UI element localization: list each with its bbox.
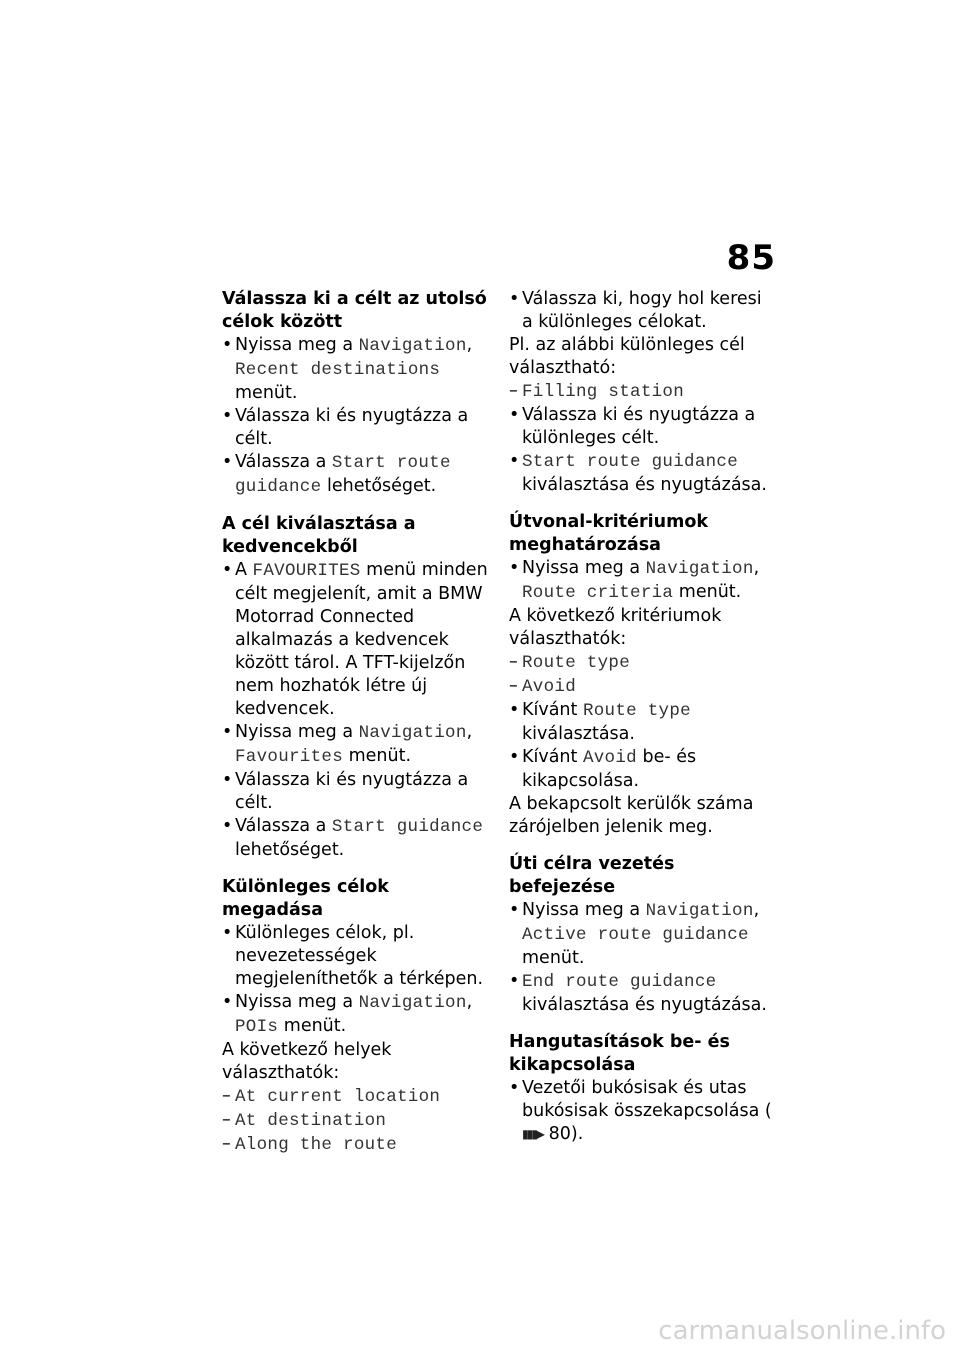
menu-path: FAVOURITES	[252, 561, 361, 581]
list-item: • Kívánt Route type kiválasztása.	[509, 700, 691, 744]
paragraph: Pl. az alábbi különleges cél választható:	[509, 335, 745, 378]
right-column	[509, 288, 777, 1146]
dash-item: – Avoid	[509, 676, 577, 697]
menu-path: Navigation	[645, 559, 754, 579]
paragraph: A bekapcsolt kerülők száma zárójelben jelenik meg.	[509, 794, 754, 837]
list-item: • A FAVOURITES menü minden célt megjelenít, amit a BMW Motorrad Connected alkalmazás a kedvencek között tárol. A TFT-kijelzőn nem hozhatók létre új kedvencek.	[222, 560, 488, 719]
list-item: • Válassza ki és nyugtázza a célt.	[222, 406, 469, 449]
dash-item: – Route type	[509, 652, 631, 673]
list-item: • Kívánt Avoid be- és kikapcsolása.	[509, 747, 697, 791]
list-item: • Nyissa meg a Navigation, Active route guidance menüt.	[509, 900, 760, 968]
list-item: • Válassza ki és nyugtázza a célt.	[222, 770, 469, 813]
dash-item: – At destination	[222, 1110, 387, 1131]
list-item: • Nyissa meg a Navigation, Route criteria menüt.	[509, 558, 760, 603]
menu-path: Route type	[582, 701, 691, 721]
menu-path: Start route guidance	[235, 453, 451, 497]
heading-end-guidance: Úti célra vezetés befejezése	[509, 854, 675, 897]
menu-path: Navigation	[358, 723, 467, 743]
menu-path: POIs	[235, 1017, 279, 1037]
dash-item: – Along the route	[222, 1134, 398, 1155]
menu-path: Active route guidance	[522, 925, 749, 945]
page-reference[interactable]: 80	[548, 1124, 571, 1144]
dash-item: – Filling station	[509, 381, 685, 402]
left-column	[222, 288, 490, 1157]
heading-route-criteria: Útvonal-kritériumok meghatározása	[509, 512, 709, 555]
page-number: 85	[726, 238, 776, 278]
menu-path: Navigation	[358, 336, 467, 356]
list-item: • End route guidance kiválasztása és nyugtázása.	[509, 971, 767, 1015]
menu-path: Favourites	[235, 747, 344, 767]
list-item: • Nyissa meg a Navigation, Favourites menüt.	[222, 722, 473, 767]
arrow-reference-icon: ▮▮▮▶	[522, 1127, 544, 1141]
list-item: • Válassza ki és nyugtázza a különleges célt.	[509, 405, 756, 448]
menu-path: Start route guidance	[522, 452, 739, 472]
paragraph: A következő helyek választhatók:	[222, 1040, 392, 1083]
menu-path: Avoid	[582, 748, 637, 768]
menu-path: Route criteria	[522, 583, 674, 603]
menu-path: End route guidance	[522, 972, 717, 992]
list-item: • Nyissa meg a Navigation, Recent destinations menüt.	[222, 335, 473, 403]
dash-item: – At current location	[222, 1086, 441, 1107]
menu-path: Recent destinations	[235, 360, 441, 380]
heading-voice-guidance: Hangutasítások be- és kikapcsolása	[509, 1032, 730, 1075]
paragraph: A következő kritériumok választhatók:	[509, 606, 722, 649]
list-item: • Vezetői bukósisak és utas bukósisak összekapcsolása (▮▮▮▶ 80).	[509, 1078, 772, 1144]
menu-path: Start guidance	[331, 817, 484, 837]
list-item: • Válassza a Start route guidance lehetőséget.	[222, 452, 451, 497]
list-item: • Start route guidance kiválasztása és nyugtázása.	[509, 451, 767, 495]
watermark: carmanualsonline.info	[658, 1316, 946, 1346]
menu-path: Navigation	[358, 993, 467, 1013]
heading-recent-destinations: Válassza ki a célt az utolsó célok között	[222, 289, 487, 332]
heading-special-destinations: Különleges célok megadása	[222, 877, 389, 920]
list-item: • Válassza ki, hogy hol keresi a különleges célokat.	[509, 289, 762, 332]
heading-favourites: A cél kiválasztása a kedvencekből	[222, 514, 416, 557]
list-item: • Különleges célok, pl. nevezetességek megjeleníthetők a térképen.	[222, 923, 484, 989]
list-item: • Válassza a Start guidance lehetőséget.	[222, 816, 484, 860]
menu-path: Navigation	[645, 901, 754, 921]
list-item: • Nyissa meg a Navigation, POIs menüt.	[222, 992, 473, 1037]
